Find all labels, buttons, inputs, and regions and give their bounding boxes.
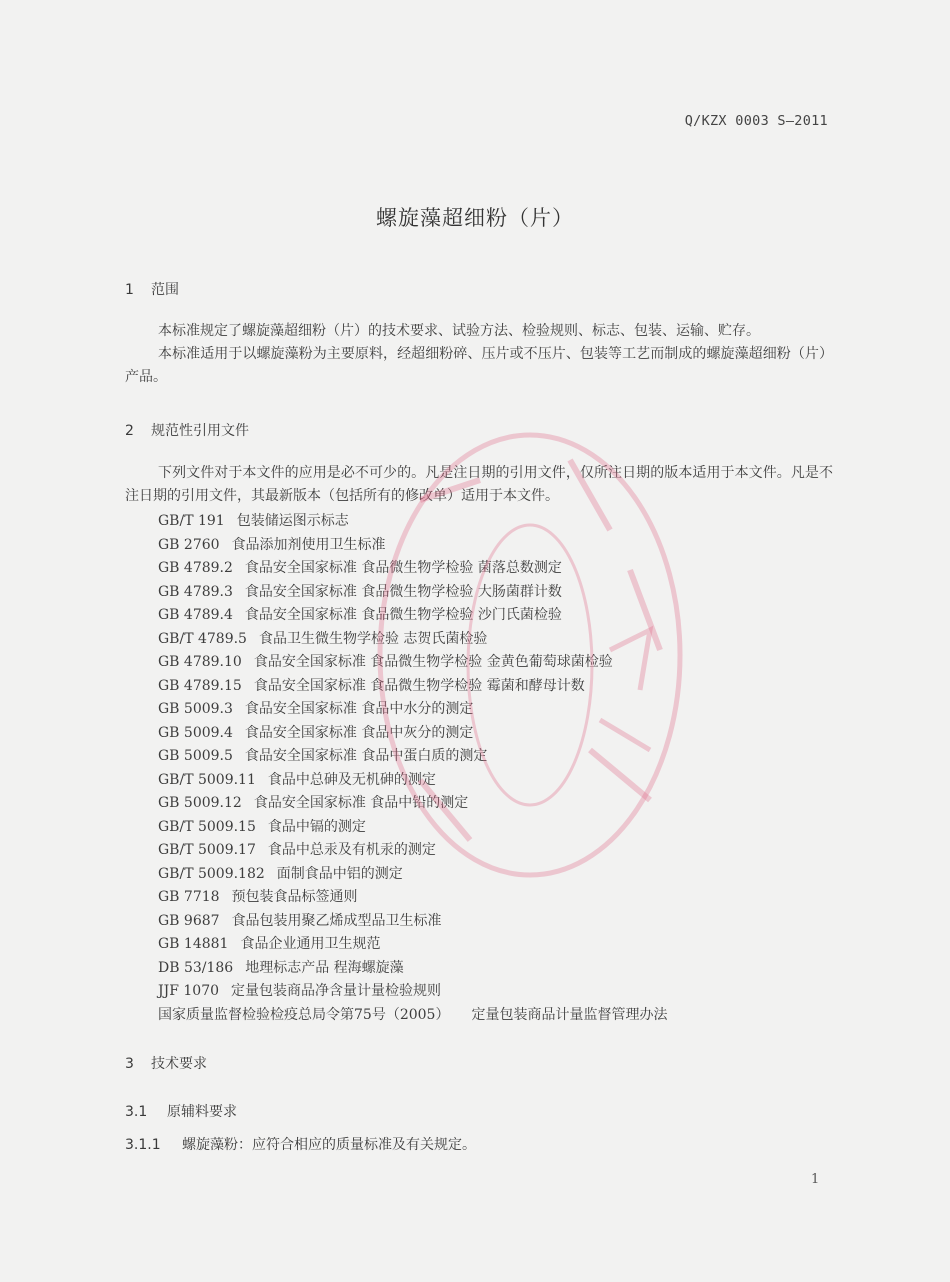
reference-item (158, 863, 667, 887)
reference-title: 食品中镉的测定 (267, 818, 366, 835)
clause-number: 3.1.1 (125, 1137, 161, 1153)
reference-code: GB 4789.2 (158, 560, 233, 576)
reference-title: 面制食品中铝的测定 (276, 865, 403, 882)
reference-item (158, 957, 667, 981)
section-1-heading (125, 279, 179, 299)
clause-text: 螺旋藻粉：应符合相应的质量标准及有关规定。 (182, 1137, 476, 1153)
clause-3-1-1 (125, 1134, 476, 1154)
reference-title: 食品添加剂使用卫生标准 (231, 536, 386, 553)
reference-code: GB 4789.4 (158, 607, 233, 623)
reference-title: 食品企业通用卫生规范 (240, 936, 381, 952)
section-title: 范围 (151, 282, 179, 298)
clause-3-1-heading (125, 1101, 237, 1121)
document-title: 螺旋藻超细粉（片） (376, 206, 574, 230)
section-3-heading (125, 1053, 207, 1073)
reference-title: 食品卫生微生物学检验 志贺氏菌检验 (258, 630, 488, 647)
reference-code: GB 5009.5 (158, 748, 233, 764)
reference-list (158, 510, 667, 1027)
section-2-intro: 下列文件对于本文件的应用是必不可少的。凡是注日期的引用文件，仅所注日期的版本适用于本文件。凡是不注日期的引用文件，其最新版本（包括所有的修改单）适用于本文件。 (125, 465, 833, 504)
reference-item (158, 886, 667, 910)
reference-code: GB 4789.3 (158, 583, 233, 600)
reference-item (158, 910, 667, 934)
reference-title: 食品中总汞及有机汞的测定 (267, 842, 436, 858)
reference-title: 食品安全国家标准 食品中铅的测定 (253, 795, 469, 811)
reference-item (158, 534, 667, 558)
reference-code: GB 5009.3 (158, 701, 233, 717)
section-1-paragraph-2: 本标准适用于以螺旋藻粉为主要原料，经超细粉碎、压片或不压片、包装等工艺而制成的螺旋藻超细粉（片）产品。 (125, 346, 833, 385)
reference-title: 食品安全国家标准 食品中灰分的测定 (244, 724, 474, 741)
section-number: 3 (125, 1056, 134, 1072)
reference-item (158, 557, 667, 581)
reference-code: GB/T 5009.182 (158, 865, 265, 882)
reference-title: 食品安全国家标准 食品中水分的测定 (244, 701, 474, 717)
reference-code: GB/T 5009.11 (158, 771, 256, 788)
reference-title: 食品包装用聚乙烯成型品卫生标准 (231, 912, 442, 929)
reference-code: GB 4789.10 (158, 654, 242, 670)
reference-title: 包装储运图示标志 (236, 513, 349, 529)
reference-item (158, 722, 667, 746)
reference-title: 预包装食品标签通则 (231, 889, 358, 905)
reference-item (158, 769, 667, 793)
reference-item (158, 510, 667, 534)
reference-title: 食品安全国家标准 食品微生物学检验 大肠菌群计数 (244, 583, 562, 600)
reference-title: 食品安全国家标准 食品中蛋白质的测定 (244, 748, 488, 764)
reference-code: DB 53/186 (158, 959, 234, 976)
reference-code: JJF 1070 (158, 983, 220, 999)
reference-code: GB/T 5009.17 (158, 842, 256, 858)
reference-item (158, 581, 667, 605)
reference-code: GB 4789.15 (158, 677, 242, 694)
section-2-heading (125, 420, 249, 440)
section-1-paragraph-1: 本标准规定了螺旋藻超细粉（片）的技术要求、试验方法、检验规则、标志、包装、运输、贮存。 (158, 323, 760, 339)
reference-item (158, 651, 667, 675)
reference-item (158, 675, 667, 699)
clause-number: 3.1 (125, 1104, 148, 1120)
reference-title: 食品安全国家标准 食品微生物学检验 霉菌和酵母计数 (253, 677, 585, 694)
reference-title: 食品安全国家标准 食品微生物学检验 菌落总数测定 (244, 560, 562, 576)
page-number: 1 (811, 1172, 820, 1187)
reference-item (158, 933, 667, 957)
reference-item (158, 839, 667, 863)
reference-item (158, 698, 667, 722)
section-title: 技术要求 (151, 1056, 207, 1072)
reference-item (158, 604, 667, 628)
section-number: 1 (125, 282, 134, 298)
reference-title: 食品安全国家标准 食品微生物学检验 沙门氏菌检验 (244, 607, 562, 623)
reference-title: 食品中总砷及无机砷的测定 (267, 771, 436, 788)
reference-code: GB 5009.4 (158, 724, 233, 741)
reference-code: GB 14881 (158, 936, 229, 952)
section-title: 规范性引用文件 (151, 423, 249, 439)
document-code: Q/KZX 0003 S—2011 (684, 113, 828, 129)
reference-title: 食品安全国家标准 食品微生物学检验 金黄色葡萄球菌检验 (253, 654, 613, 670)
reference-item (158, 792, 667, 816)
reference-item (158, 980, 667, 1004)
section-number: 2 (125, 423, 134, 439)
reference-code: GB 2760 (158, 536, 220, 553)
reference-title: 地理标志产品 程海螺旋藻 (245, 959, 404, 976)
reference-item (158, 816, 667, 840)
reference-title: 定量包装商品净含量计量检验规则 (231, 983, 442, 999)
reference-code: 国家质量监督检验检疫总局令第75号（2005） (158, 1006, 450, 1023)
clause-title: 原辅料要求 (167, 1104, 237, 1120)
reference-code: GB/T 4789.5 (158, 630, 247, 647)
reference-code: GB/T 5009.15 (158, 818, 256, 835)
reference-item (158, 628, 667, 652)
reference-code: GB 7718 (158, 889, 220, 905)
reference-title: 定量包装商品计量监督管理办法 (471, 1006, 668, 1023)
reference-item (158, 1004, 667, 1028)
reference-code: GB 5009.12 (158, 795, 242, 811)
reference-code: GB/T 191 (158, 513, 225, 529)
reference-code: GB 9687 (158, 912, 220, 929)
reference-item (158, 745, 667, 769)
